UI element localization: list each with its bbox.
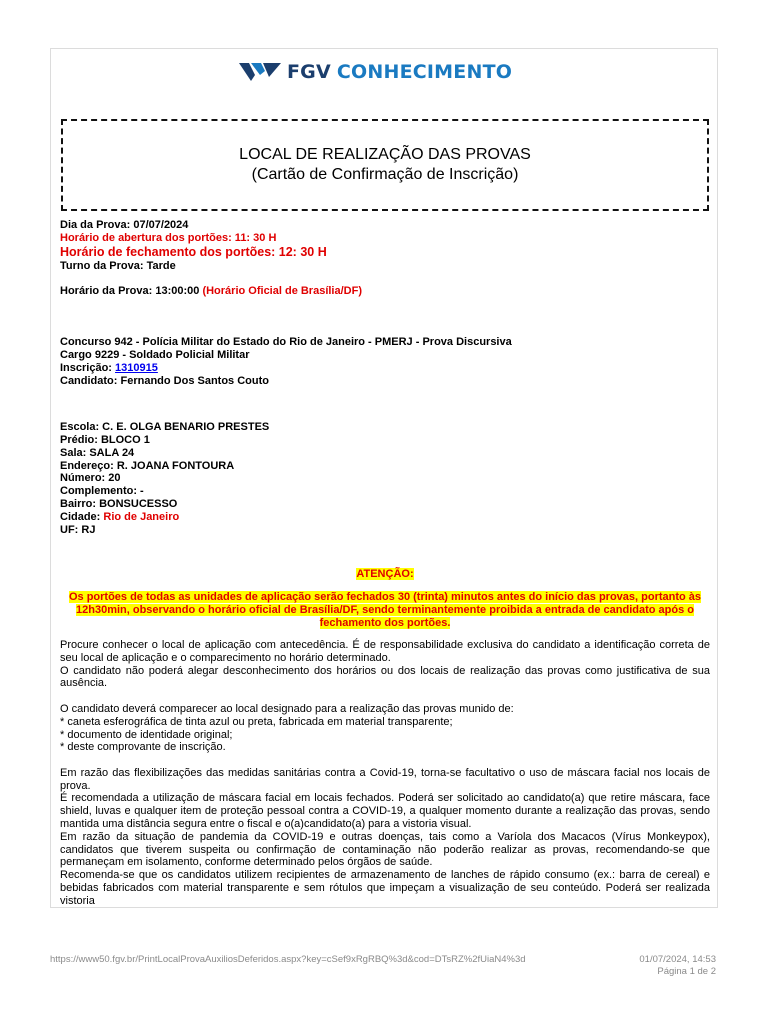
footer-datetime: 01/07/2024, 14:53 (639, 954, 716, 965)
building: Prédio: BLOCO 1 (60, 433, 150, 446)
exam-time-note: (Horário Oficial de Brasília/DF) (202, 285, 362, 298)
district: Bairro: BONSUCESSO (60, 497, 178, 510)
complement: Complemento: - (60, 485, 144, 498)
room: Sala: SALA 24 (60, 446, 135, 459)
exam-shift: Turno da Prova: Tarde (60, 259, 176, 272)
instruction-paragraph: Em razão da situação de pandemia da COVID-19 e outras doenças, tais como a Varíola dos Macacos (Vírus Monkeypox), candidatos que tiverem suspeita ou confirmação de contaminação não poderão realizar as provas, recomendando-se que permaneçam em isolamento, conforme determinado pelos órgãos de saúde. (60, 830, 710, 869)
attention-notice: Os portões de todas as unidades de aplicação serão fechados 30 (trinta) minutos antes do início das provas, portanto às 12h30min, observando o horário oficial de Brasília/DF, sendo terminantemente proibida a entrada de candidato após o fechamento dos portões. (68, 590, 702, 629)
gates-close: Horário de fechamento dos portões: 12: 30 H (60, 244, 327, 259)
footer-page-number: Página 1 de 2 (657, 965, 716, 977)
state: UF: RJ (60, 523, 96, 536)
fgv-logo (239, 61, 512, 83)
footer-info (639, 954, 716, 977)
registration-link[interactable]: 1310915 (115, 361, 158, 374)
title-box (61, 119, 709, 211)
list-item: * deste comprovante de inscrição. (60, 741, 226, 754)
logo-brand: FGV (287, 61, 331, 83)
content (60, 219, 710, 908)
instruction-paragraph: Em razão das flexibilizações das medidas sanitárias contra a Covid-19, torna-se facultativo o uso de máscara facial nos locais de prova. (60, 766, 710, 792)
page-subtitle: (Cartão de Confirmação de Inscrição) (251, 166, 519, 183)
registration-number (60, 362, 710, 375)
instruction-paragraph: Procure conhecer o local de aplicação com antecedência. É de responsabilidade exclusiva do candidato a identificação correta de seu local de aplicação e o comparecimento no horário determinado. (60, 638, 710, 664)
instruction-paragraph: O candidato não poderá alegar desconhecimento dos horários ou dos locais de realização das provas como justificativa de sua ausência. (60, 664, 710, 690)
registration-label: Inscrição: (60, 361, 112, 374)
address-number: Número: 20 (60, 472, 121, 485)
attention-heading: ATENÇÃO: (356, 567, 414, 580)
position-info: Cargo 9229 - Soldado Policial Militar (60, 349, 250, 362)
logo-name: CONHECIMENTO (336, 61, 513, 83)
list-item: * documento de identidade original; (60, 728, 233, 741)
page-title: LOCAL DE REALIZAÇÃO DAS PROVAS (239, 146, 531, 163)
list-item: * caneta esferográfica de tinta azul ou preta, fabricada em material transparente; (60, 715, 453, 728)
address: Endereço: R. JOANA FONTOURA (60, 459, 235, 472)
city-label: Cidade: (60, 510, 101, 523)
exam-time-label: Horário da Prova: 13:00:00 (60, 285, 200, 298)
instruction-paragraph: O candidato deverá comparecer ao local designado para a realização das provas munido de: (60, 702, 514, 715)
city (60, 511, 710, 524)
exam-day: Dia da Prova: 07/07/2024 (60, 219, 189, 231)
exam-time (60, 285, 710, 298)
document-page (50, 48, 718, 908)
candidate-name: Candidato: Fernando Dos Santos Couto (60, 374, 269, 387)
gates-open: Horário de abertura dos portões: 11: 30 H (60, 231, 277, 244)
city-value: Rio de Janeiro (103, 510, 180, 523)
contest-info: Concurso 942 - Polícia Militar do Estado do Rio de Janeiro - PMERJ - Prova Discursiva (60, 336, 512, 349)
instruction-paragraph: Recomenda-se que os candidatos utilizem recipientes de armazenamento de lanches de rápido consumo (ex.: barra de cereal) e bebidas fabricados com material transparente e sem rótulos que impeçam a visualização de seu conteúdo. Poderá ser realizada vistoria (60, 869, 710, 907)
fgv-logo-icon (239, 63, 281, 81)
school: Escola: C. E. OLGA BENARIO PRESTES (60, 421, 270, 434)
footer-url: https://www50.fgv.br/PrintLocalProvaAuxiliosDeferidos.aspx?key=cSef9xRgRBQ%3d&cod=DTsRZ%2fUiaN4%3d (50, 954, 526, 965)
header (51, 49, 717, 109)
instruction-paragraph: É recomendada a utilização de máscara facial em locais fechados. Poderá ser solicitado ao candidato(a) que retire máscara, face shield, luvas e qualquer item de proteção pessoal contra a COVID-19, a qualquer momento durante a realização das provas, sendo mantida uma distância segura entre o fiscal e o(a)candidato(a) para a vistoria visual. (60, 792, 710, 831)
